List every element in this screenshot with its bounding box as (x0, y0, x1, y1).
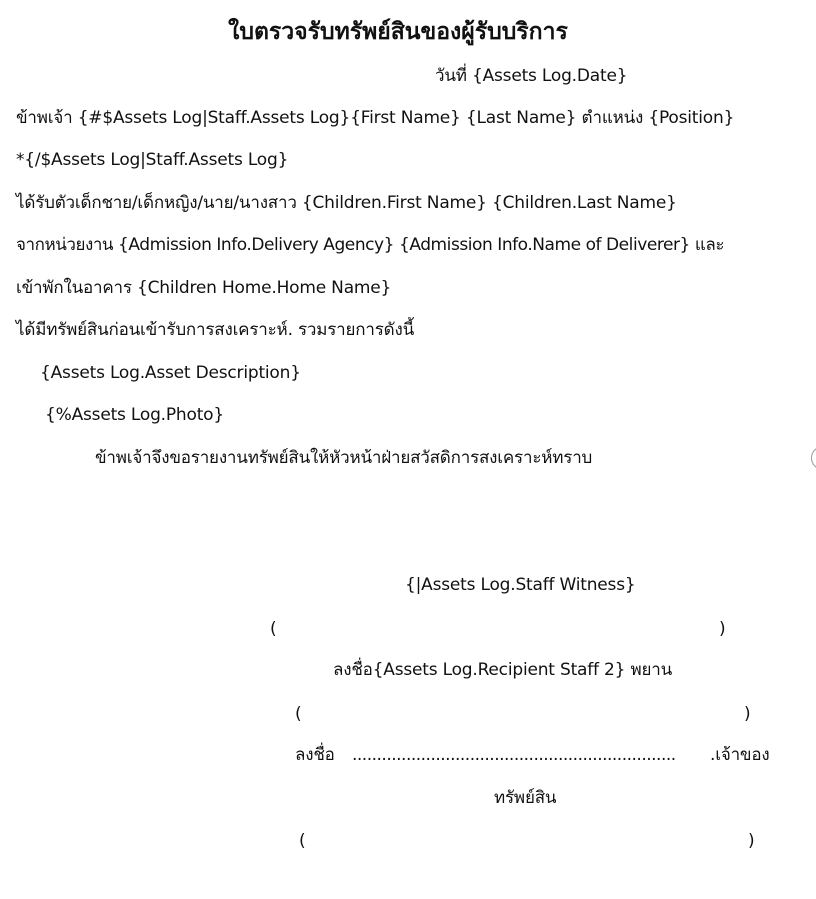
owner-sign-suffix: .เจ้าของ (710, 745, 770, 765)
report-line: ข้าพเจ้าจึงขอรายงานทรัพย์สินให้หัวหน้าฝ่ายสวัสดิการสงเคราะห์ทราบ (95, 448, 593, 468)
document-title: ใบตรวจรับทรัพย์สินของผู้รับบริการ (228, 19, 568, 45)
recipient-name-close-paren: ) (744, 704, 751, 724)
recipient-name-open-paren: ( (295, 704, 302, 724)
assets-intro-line: ได้มีทรัพย์สินก่อนเข้ารับการสงเคราะห์. รวมรายการดังนี้ (16, 320, 415, 340)
received-child-line: ได้รับตัวเด็กชาย/เด็กหญิง/นาย/นางสาว {Children.First Name} {Children.Last Name} (16, 193, 677, 213)
owner-name-open-paren: ( (299, 831, 306, 851)
date-line: วันที่ {Assets Log.Date} (435, 66, 628, 86)
witness-name-open-paren: ( (270, 619, 277, 639)
owner-sign-label: ลงชื่อ (295, 745, 335, 765)
staff-witness-field: {|Assets Log.Staff Witness} (405, 575, 636, 595)
page-edge-mark (811, 446, 816, 470)
staff-line: ข้าพเจ้า {#$Assets Log|Staff.Assets Log}{First Name} {Last Name} ตำแหน่ง {Position} (16, 108, 735, 128)
asset-photo-placeholder: {%Assets Log.Photo} (45, 405, 224, 425)
owner-name-close-paren: ) (748, 831, 755, 851)
owner-sign-suffix-assets: ทรัพย์สิน (494, 788, 557, 808)
staff-end-line: *{/$Assets Log|Staff.Assets Log} (16, 150, 289, 170)
asset-description: {Assets Log.Asset Description} (40, 363, 301, 383)
children-home-line: เข้าพักในอาคาร {Children Home.Home Name} (16, 278, 392, 298)
recipient-witness-line: ลงชื่อ{Assets Log.Recipient Staff 2} พยาน (333, 660, 672, 680)
delivery-agency-line: จากหน่วยงาน {Admission Info.Delivery Agency} {Admission Info.Name of Deliverer} และ (16, 235, 725, 255)
witness-name-close-paren: ) (719, 619, 726, 639)
owner-sign-dotted-line: .................................................................. (352, 745, 676, 765)
